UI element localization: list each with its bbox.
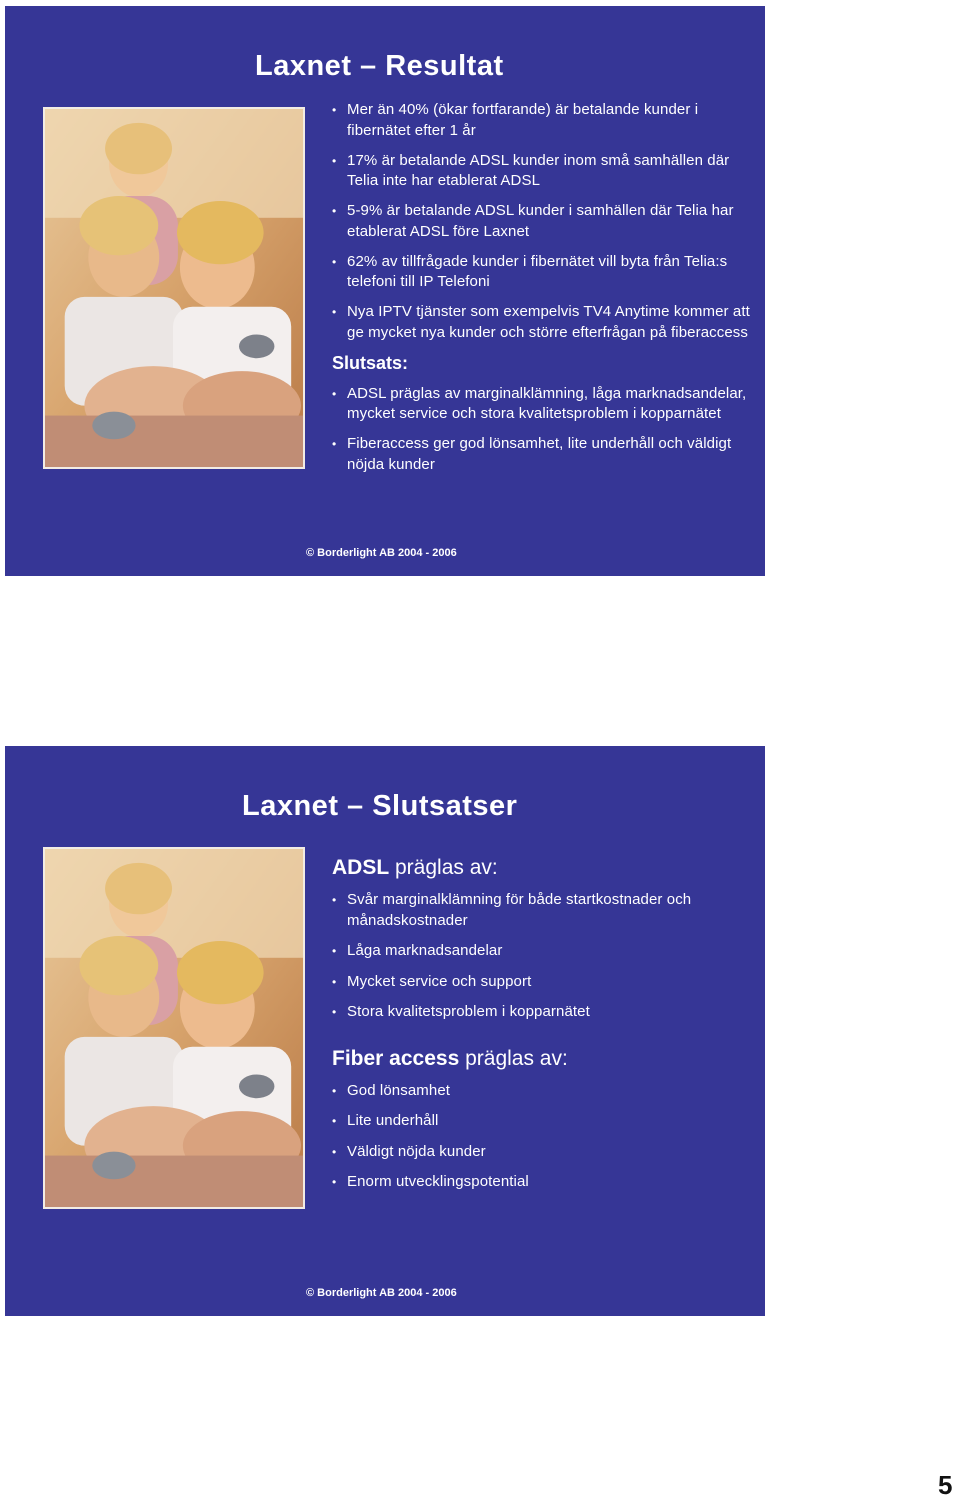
bullet-icon: • — [332, 1005, 337, 1019]
bullet-icon: • — [332, 103, 337, 117]
bullet-icon: • — [332, 1175, 337, 1189]
list-item: • Mer än 40% (ökar fortfarande) är betalande kunder i fibernätet efter 1 år — [332, 101, 699, 139]
page-number: 5 — [938, 1470, 953, 1500]
conclusion-heading: Slutsats: — [332, 352, 409, 373]
bullet-icon: • — [332, 437, 337, 451]
bullet-icon: • — [332, 153, 337, 168]
bullet-icon: • — [332, 974, 337, 989]
bullet-icon: • — [332, 1083, 337, 1098]
list-item: • Stora kvalitetsproblem i kopparnätet — [332, 1002, 752, 1023]
family-photo — [43, 107, 305, 469]
bullet-icon: • — [332, 1114, 337, 1128]
list-item: • Svår marginalklämning för både startkostnader och månadskostnader — [332, 891, 692, 929]
family-photo-illustration — [45, 109, 303, 467]
adsl-heading: ADSL präglas av: — [332, 856, 498, 879]
list-item: • Fiberaccess ger god lönsamhet, lite underhåll och väldigt nöjda kunder — [332, 435, 732, 473]
list-item: • God lönsamhet — [332, 1081, 752, 1102]
list-item: • Mycket service och support — [332, 972, 752, 993]
list-item: • Väldigt nöjda kunder — [332, 1142, 752, 1163]
list-item: • Enorm utvecklingspotential — [332, 1172, 752, 1193]
bullet-icon: • — [332, 944, 337, 958]
adsl-list — [332, 890, 752, 1023]
list-item: • 17% är betalande ADSL kunder inom små samhällen där Telia inte har etablerat ADSL — [332, 151, 730, 189]
family-photo-illustration — [45, 849, 303, 1207]
bullet-icon: • — [332, 204, 337, 218]
bullet-icon: • — [332, 1144, 337, 1159]
fiber-list — [332, 1081, 752, 1193]
bullet-icon: • — [332, 386, 337, 401]
list-item: • 62% av tillfrågade kunder i fibernätet vill byta från Telia:s telefoni till IP Telefoni — [332, 252, 728, 290]
bullet-icon: • — [332, 893, 337, 907]
bullet-icon: • — [332, 254, 337, 269]
result-list — [332, 100, 752, 343]
conclusion-list — [332, 384, 752, 476]
list-item: • Nya IPTV tjänster som exempelvis TV4 Anytime kommer att ge mycket nya kunder och större efterfrågan på fiberaccess — [332, 303, 750, 341]
list-item: • Låga marknadsandelar — [332, 941, 752, 962]
family-photo — [43, 847, 305, 1209]
copyright-footer: © Borderlight AB 2004 - 2006 — [306, 1287, 457, 1299]
list-item: • ADSL präglas av marginalklämning, låga marknadsandelar, mycket service och stora kvalitetsproblem i kopparnätet — [332, 384, 747, 422]
slide-slutsatser — [5, 746, 765, 1316]
bullet-icon: • — [332, 305, 337, 319]
list-item: • 5-9% är betalande ADSL kunder i samhällen där Telia har etablerat ADSL före Laxnet — [332, 202, 734, 240]
slide-title: Laxnet – Resultat — [255, 50, 504, 82]
slide-resultat — [5, 6, 765, 576]
slide-content — [332, 100, 752, 485]
slide-content — [332, 856, 752, 1203]
slide-title: Laxnet – Slutsatser — [242, 790, 518, 822]
fiber-heading: Fiber access präglas av: — [332, 1046, 568, 1070]
copyright-footer: © Borderlight AB 2004 - 2006 — [306, 547, 457, 559]
list-item: • Lite underhåll — [332, 1111, 752, 1132]
